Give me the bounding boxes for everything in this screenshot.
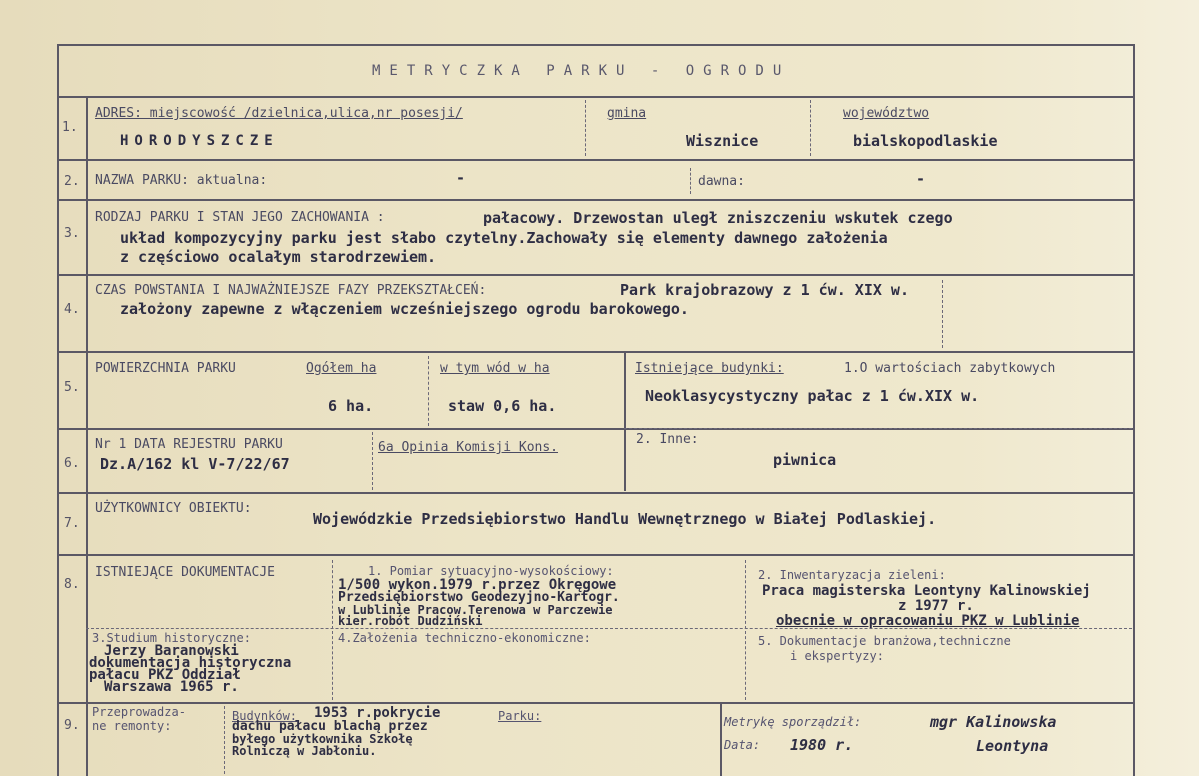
buildings-renovation-label: Budynków: — [232, 709, 298, 723]
survey-label: 1. Pomiar sytuacyjno-wysokościowy: — [368, 564, 614, 578]
row-number: 5. — [64, 380, 80, 395]
row-divider — [57, 159, 1133, 161]
origin-line: założony zapewne z włączeniem wcześniejszego ogrodu barokowego. — [120, 300, 689, 318]
documentation-label: ISTNIEJĄCE DOKUMENTACJE — [95, 565, 276, 580]
other-label: 2. Inne: — [636, 432, 699, 447]
row-number: 2. — [64, 174, 80, 189]
wojewodztwo-label: województwo — [843, 106, 930, 121]
cell-divider — [810, 100, 811, 156]
survey-line: 1/500 wykon.1979 r.przez Okręgowe — [338, 577, 617, 593]
park-type-line: układ kompozycyjny parku jest słabo czytelny.Zachowały się elementy dawnego założenia — [120, 229, 888, 247]
row-divider — [57, 351, 1133, 353]
form-title: METRYCZKA PARKU - OGRODU — [372, 63, 791, 79]
row-divider — [57, 274, 1133, 276]
buildings-renovation-line: dachu pałacu blachą przez — [232, 719, 428, 734]
users-label: UŻYTKOWNICY OBIEKTU: — [95, 501, 252, 516]
buildings-note: 1.O wartościach zabytkowych — [844, 361, 1056, 376]
cell-divider — [585, 100, 586, 156]
row-divider — [57, 702, 1133, 704]
row-number: 7. — [64, 516, 80, 531]
author-value-second-line: Leontyna — [976, 737, 1049, 755]
row-divider — [57, 554, 1133, 556]
cell-divider — [624, 353, 626, 491]
renovations-label: ne remonty: — [92, 719, 172, 733]
greenery-inventory-line: Praca magisterska Leontyny Kalinowskiej — [762, 583, 1091, 599]
wojewodztwo-value: bialskopodlaskie — [853, 132, 998, 150]
greenery-inventory-line: obecnie w opracowaniu PKZ w Lublinie — [776, 613, 1080, 629]
register-value: Dz.A/162 kl V-7/22/67 — [100, 455, 290, 473]
row-number: 4. — [64, 302, 80, 317]
renovations-label: Przeprowadza- — [92, 705, 186, 719]
address-value: HORODYSZCZE — [120, 133, 279, 149]
buildings-value: Neoklasycystyczny pałac z 1 ćw.XIX w. — [645, 387, 980, 405]
cell-divider — [624, 428, 1132, 429]
gmina-label: gmina — [607, 106, 647, 121]
historical-study-label: 3.Studium historyczne: — [92, 631, 251, 645]
row-number: 1. — [62, 120, 78, 135]
address-label: ADRES: miejscowość /dzielnica,ulica,nr posesji/ — [95, 106, 463, 121]
cell-divider — [428, 356, 429, 426]
date-value: 1980 r. — [790, 736, 854, 754]
buildings-renovation-line: Rolniczą w Jabłoniu. — [232, 744, 377, 758]
opinion-label: 6a Opinia Komisji Kons. — [378, 440, 559, 455]
row-number: 9. — [64, 718, 80, 733]
water-area-label: w tym wód w ha — [440, 361, 550, 376]
author-label: Metrykę sporządził: — [724, 715, 862, 729]
historical-study-line: Warszawa 1965 r. — [104, 679, 239, 695]
cell-divider — [720, 704, 722, 776]
row-number: 8. — [64, 577, 80, 592]
register-label: Nr 1 DATA REJESTRU PARKU — [95, 437, 283, 452]
survey-line: Przedsiębiorstwo Geodezyjno-Kartogr. — [338, 590, 620, 605]
technical-assumptions-label: 4.Założenia techniczno-ekonomiczne: — [338, 631, 591, 645]
buildings-renovation-line: byłego użytkownika Szkołę — [232, 732, 413, 746]
survey-line: w Lublinie Pracow.Terenowa w Parczewie — [338, 603, 613, 617]
cell-divider — [332, 560, 333, 700]
park-type-label: RODZAJ PARKU I STAN JEGO ZACHOWANIA : — [95, 210, 385, 225]
other-value: piwnica — [773, 451, 837, 469]
industry-documentation-label: 5. Dokumentacje branżowa,techniczne — [758, 634, 1011, 648]
row-number: 3. — [64, 226, 80, 241]
water-area-value: staw 0,6 ha. — [448, 397, 557, 415]
total-area-value: 6 ha. — [328, 397, 374, 415]
author-value: mgr Kalinowska — [930, 713, 1057, 731]
total-area-label: Ogółem ha — [306, 361, 377, 376]
greenery-inventory-line: z 1977 r. — [898, 598, 974, 614]
historical-study-line: pałacu PKZ Oddział — [89, 667, 241, 683]
date-label: Data: — [724, 738, 761, 752]
park-type-line: pałacowy. Drzewostan uległ zniszczeniu wskutek czego — [483, 209, 953, 227]
greenery-inventory-label: 2. Inwentaryzacja zieleni: — [758, 568, 946, 582]
former-name-label: dawna: — [698, 174, 745, 189]
buildings-renovation-line: 1953 r.pokrycie — [314, 705, 441, 721]
park-name-label: NAZWA PARKU: aktualna: — [95, 173, 268, 188]
origin-label: CZAS POWSTANIA I NAJWAŻNIEJSZE FAZY PRZEKSZTAŁCEŃ: — [95, 283, 487, 298]
former-name-value: - — [916, 170, 926, 188]
cell-divider — [372, 432, 373, 490]
users-value: Wojewódzkie Przedsiębiorstwo Handlu Wewnętrznego w Białej Podlaskiej. — [313, 510, 937, 528]
historical-study-line: Jerzy Baranowski — [104, 643, 239, 659]
buildings-label: Istniejące budynki: — [635, 361, 784, 376]
row-divider — [57, 492, 1133, 494]
survey-line: kier.robót Dudziński — [338, 614, 483, 628]
park-renovation-label: Parku: — [498, 709, 542, 723]
industry-documentation-label: i ekspertyzy: — [790, 649, 884, 663]
gmina-value: Wisznice — [686, 132, 759, 150]
cell-divider — [745, 560, 746, 700]
row-number: 6. — [64, 456, 80, 471]
area-label: POWIERZCHNIA PARKU — [95, 361, 236, 376]
row-divider — [57, 96, 1133, 98]
historical-study-line: dokumentacja historyczna — [89, 655, 292, 671]
cell-divider — [224, 706, 225, 774]
cell-divider — [942, 280, 943, 348]
cell-divider — [690, 168, 691, 194]
origin-line: Park krajobrazowy z 1 ćw. XIX w. — [620, 281, 909, 299]
row-divider — [57, 199, 1133, 201]
park-name-value: - — [456, 169, 466, 187]
park-type-line: z częściowo ocalałym starodrzewiem. — [120, 248, 437, 266]
